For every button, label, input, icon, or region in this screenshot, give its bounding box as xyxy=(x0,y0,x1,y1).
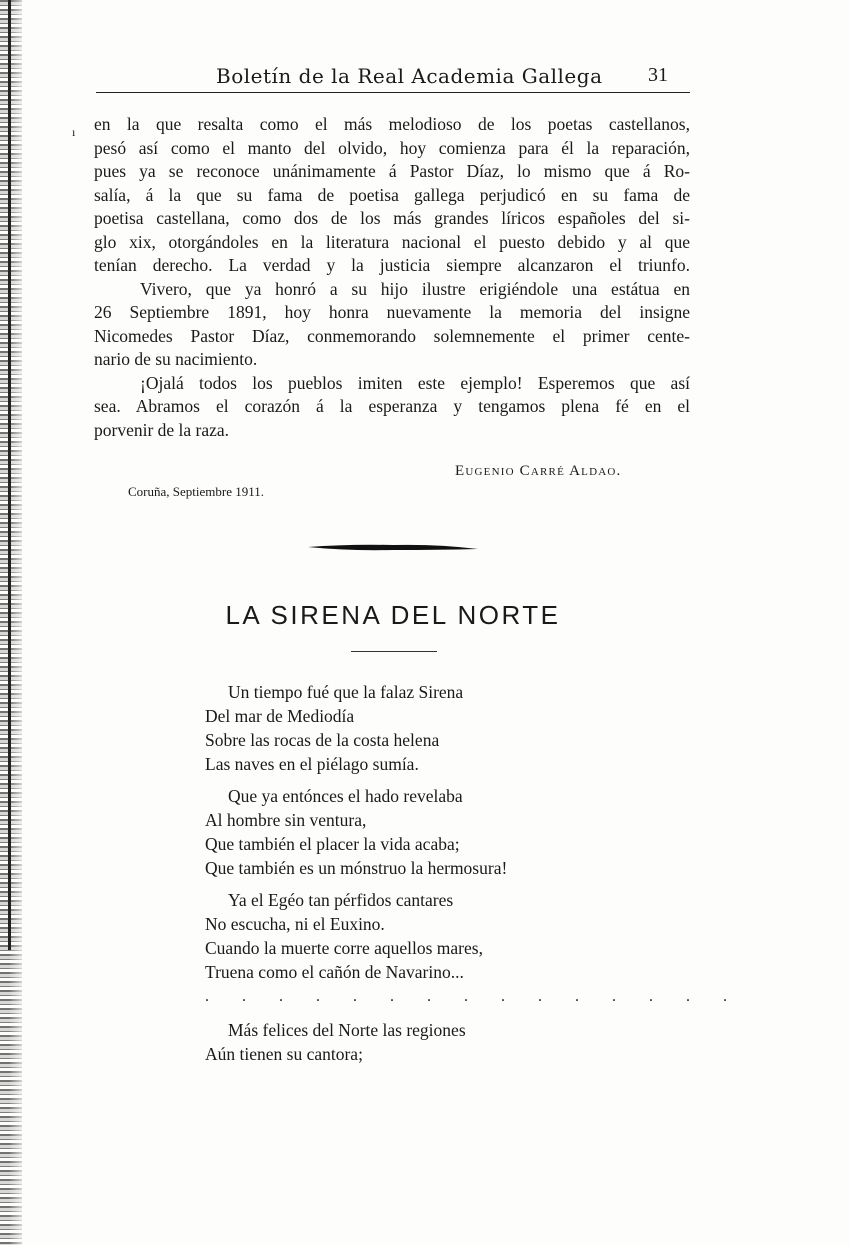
verse-line: Al hombre sin ventura, xyxy=(205,810,367,830)
author-signature: Eugenio Carré Aldao. xyxy=(455,463,622,479)
verse-line: Ya el Egéo tan pérfidos cantares xyxy=(228,890,454,910)
verse-line: Del mar de Mediodía xyxy=(205,706,355,726)
stanza xyxy=(205,680,742,776)
prose-line: glo xix, otorgándoles en la literatura nacional el puesto debido y al que xyxy=(94,231,690,252)
stanza-ellipsis: . . . . . . . . . . . . . . . xyxy=(205,988,742,1005)
running-header xyxy=(96,62,690,93)
poem-title: LA SIRENA DEL NORTE xyxy=(225,600,561,630)
verse-line: Sobre las rocas de la costa helena xyxy=(205,730,440,750)
verse-line: No escucha, ni el Euxino. xyxy=(205,914,385,934)
verse-line: Cuando la muerte corre aquellos mares, xyxy=(205,938,483,958)
article-body xyxy=(94,113,690,442)
dateline: Coruña, Septiembre 1911. xyxy=(128,484,264,499)
verse-line: Más felices del Norte las regiones xyxy=(228,1020,466,1040)
verse-line: Truena como el cañón de Navarino... xyxy=(205,962,464,982)
prose-line: poetisa castellana, como dos de los más grandes líricos españoles del si- xyxy=(94,208,690,228)
prose-line: nario de su nacimiento. xyxy=(94,349,258,369)
stanza xyxy=(205,888,742,984)
prose-line: tenían derecho. La verdad y la justicia siempre alcanzaron el triunfo. xyxy=(94,255,690,275)
page-gutter-line xyxy=(8,0,11,950)
prose-line: Nicomedes Pastor Díaz, conmemorando solemnemente el primer cente- xyxy=(94,325,690,346)
verse-line: Aún tienen su cantora; xyxy=(205,1044,363,1064)
margin-mark: ı xyxy=(72,125,76,139)
prose-line: Vivero, que ya honró a su hijo ilustre erigiéndole una estátua en xyxy=(140,278,690,299)
page-number: 31 xyxy=(648,64,668,86)
poem-body xyxy=(205,680,742,1074)
prose-line: salía, á la que su fama de poetisa gallega perjudicó en su fama de xyxy=(94,184,690,205)
running-header-title: Boletín de la Real Academia Gallega xyxy=(216,64,603,88)
verse-line: Las naves en el piélago sumía. xyxy=(205,754,419,774)
prose-line: porvenir de la raza. xyxy=(94,419,230,440)
prose-line: ¡Ojalá todos los pueblos imiten este ejemplo! Esperemos que así xyxy=(140,372,690,393)
verse-line: Un tiempo fué que la falaz Sirena xyxy=(228,682,464,702)
prose-line: pesó así como el manto del olvido, hoy comienza para él la reparación, xyxy=(94,137,690,158)
prose-line: en la que resalta como el más melodioso de los poetas castellanos, xyxy=(94,114,690,134)
verse-line: Que también es un mónstruo la hermosura! xyxy=(205,858,508,878)
stanza xyxy=(205,1018,742,1066)
verse-line: Que también el placer la vida acaba; xyxy=(205,834,460,854)
stanza xyxy=(205,784,742,880)
prose-line: 26 Septiembre 1891, hoy honra nuevamente la memoria del insigne xyxy=(94,302,690,322)
title-rule xyxy=(351,651,437,652)
verse-line: Que ya entónces el hado revelaba xyxy=(228,786,463,806)
prose-line: pues ya se reconoce unánimamente á Pastor Díaz, lo mismo que á Ro- xyxy=(94,161,690,181)
prose-line: sea. Abramos el corazón á la esperanza y tengamos plena fé en el xyxy=(94,396,690,416)
section-divider-ornament xyxy=(308,540,478,554)
